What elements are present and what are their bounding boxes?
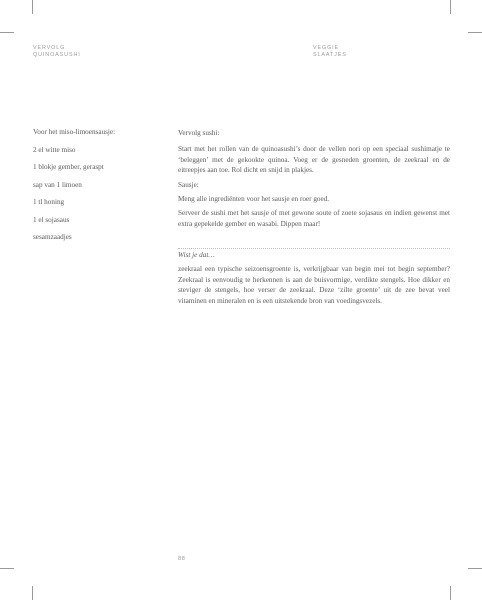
method-heading-sauce: Sausje:: [178, 180, 199, 189]
ingredient-item: 1 blokje gember, geraspt: [33, 163, 104, 172]
ingredients-title: Voor het miso-limoensausje:: [33, 128, 116, 136]
did-you-know-title: Wist je dat…: [178, 251, 215, 259]
crop-mark-bottom-left-h: [0, 568, 14, 569]
running-header-left: [33, 45, 81, 59]
method-paragraph-rolling: Start met het rollen van de quinoasushi’s door de vellen nori op een speciaal sushimatje te ‘beleggen’ met de gekookte quinoa. Voeg er de gesneden groenten, de zeekraal en de eitreepjes aan toe. Rol dicht en snijd in plakjes.: [178, 145, 450, 175]
ingredient-item: 2 el witte miso: [33, 146, 76, 154]
running-header-right: [313, 45, 347, 59]
crop-mark-top-left-h: [0, 32, 14, 33]
running-header-left-line2: QUINOASUSHI: [33, 52, 81, 58]
crop-mark-top-right-v: [450, 0, 451, 14]
crop-mark-bottom-left-v: [32, 586, 33, 600]
crop-mark-bottom-right-h: [468, 568, 482, 569]
ingredient-item: sap van 1 limoen: [33, 180, 82, 189]
method-paragraph-sauce: Meng alle ingrediënten voor het sausje en roer goed.: [178, 195, 330, 204]
ingredient-item: 1 el sojasaus: [33, 215, 70, 224]
ingredient-item: sesamzaadjes: [33, 232, 72, 241]
crop-mark-top-right-h: [468, 32, 482, 33]
page-number: 88: [178, 556, 186, 562]
did-you-know-text: zeekraal een typische seizoensgroente is, verkrijgbaar van begin mei tot begin september? Zeekraal is eenvoudig te herkennen is aan de buisvormige, verdikte stengels. Hoe dikker en steviger de stengels, hoe verser de zeekraal. Deze ‘zilte groente’ uit de zee bevat veel vitaminen en mineralen en is een uitstekende bron van voedingsvezels.: [178, 265, 450, 305]
method-paragraph-serving: Serveer de sushi met het sausje of met gewone soute of zoete sojasaus en indien gewenst met extra gepekelde gember en wasabi. Dippen maar!: [178, 209, 450, 228]
crop-mark-bottom-right-v: [450, 586, 451, 600]
running-header-left-line1: VERVOLG: [33, 45, 66, 51]
method-heading-sushi: Vervolg sushi:: [178, 129, 220, 137]
running-header-right-line2: SLAATJES: [313, 52, 347, 58]
method-column: [178, 128, 450, 233]
ingredient-item: 1 tl honing: [33, 198, 65, 207]
section-divider: [178, 248, 450, 249]
running-header-right-line1: VEGGIE: [313, 45, 340, 51]
crop-mark-top-left-v: [32, 0, 33, 14]
ingredients-column: [33, 128, 163, 250]
